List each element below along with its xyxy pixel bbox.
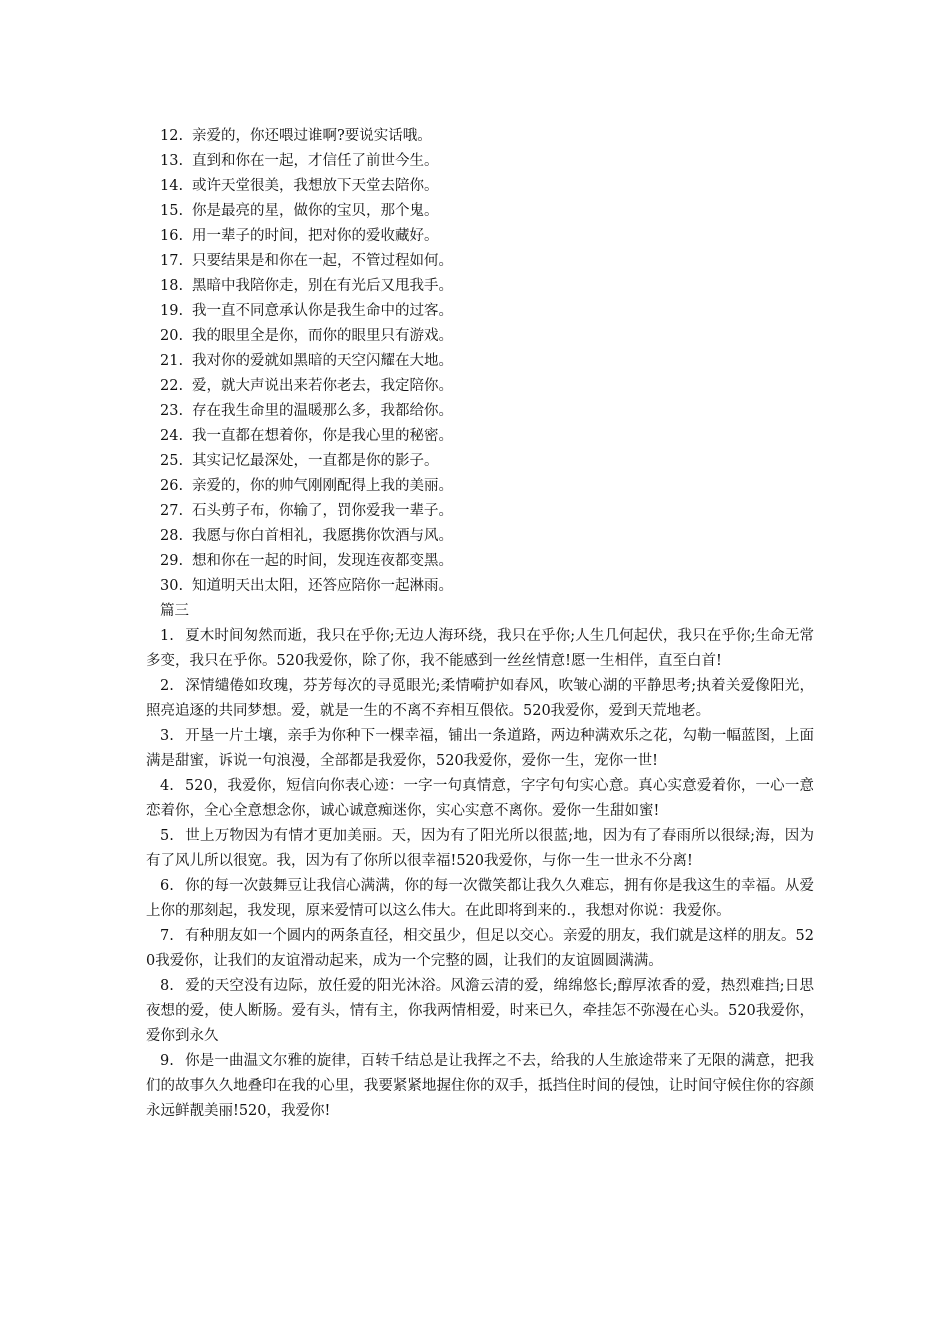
item-number: 23. — [160, 403, 184, 419]
list-item — [146, 324, 814, 349]
item-text: 知道明天出太阳，还答应陪你一起淋雨。 — [192, 578, 453, 594]
paragraph-list — [146, 624, 814, 1124]
item-number: 30. — [160, 578, 184, 594]
item-number: 16. — [160, 228, 184, 244]
paragraph-text: 爱的天空没有边际，放任爱的阳光沐浴。风澹云清的爱，绵绵悠长;醇厚浓香的爱，热烈难挡;日思夜想的爱，使人断肠。爱有头，情有主，你我两情相爱，时来已久，牵挂怎不弥漫在心头。520我爱你，爱你到永久 — [146, 978, 814, 1044]
paragraph-text: 世上万物因为有情才更加美丽。天，因为有了阳光所以很蓝;地，因为有了春雨所以很绿;海，因为有了风儿所以很宽。我，因为有了你所以很幸福!520我爱你，与你一生一世永不分离! — [146, 828, 814, 869]
item-text: 我愿与你白首相礼，我愿携你饮酒与风。 — [192, 528, 453, 544]
paragraph — [146, 774, 814, 824]
list-item — [146, 299, 814, 324]
list-item — [146, 474, 814, 499]
item-text: 只要结果是和你在一起，不管过程如何。 — [192, 253, 453, 269]
item-text: 我一直都在想着你，你是我心里的秘密。 — [192, 428, 453, 444]
item-number: 13. — [160, 153, 184, 169]
item-text: 爱，就大声说出来若你老去，我定陪你。 — [192, 378, 453, 394]
item-text: 存在我生命里的温暖那么多，我都给你。 — [192, 403, 453, 419]
paragraph-text: 520，我爱你，短信向你表心迹：一字一句真情意，字字句句实心意。真心实意爱着你，一心一意恋着你，全心全意想念你，诚心诚意痴迷你，实心实意不离你。爱你一生甜如蜜! — [146, 778, 814, 819]
paragraph-number: 5. — [160, 828, 174, 844]
item-number: 26. — [160, 478, 184, 494]
paragraph-number: 9. — [160, 1053, 174, 1069]
list-item — [146, 149, 814, 174]
item-number: 15. — [160, 203, 184, 219]
paragraph-number: 2. — [160, 678, 174, 694]
item-text: 我的眼里全是你，而你的眼里只有游戏。 — [192, 328, 453, 344]
paragraph-text: 深情缱倦如玫瑰，芬芳每次的寻觅眼光;柔情嗬护如春风，吹皱心湖的平静思考;执着关爱像阳光，照亮追逐的共同梦想。爱，就是一生的不离不弃相互偎依。520我爱你，爱到天荒地老。 — [146, 678, 814, 719]
paragraph — [146, 974, 814, 1049]
list-item — [146, 524, 814, 549]
paragraph — [146, 674, 814, 724]
list-item — [146, 374, 814, 399]
paragraph-number: 3. — [160, 728, 174, 744]
item-number: 25. — [160, 453, 184, 469]
item-number: 27. — [160, 503, 184, 519]
document-page — [146, 124, 814, 1124]
section-title: 篇三 — [160, 603, 189, 619]
list-item — [146, 449, 814, 474]
item-number: 24. — [160, 428, 184, 444]
paragraph-text: 有种朋友如一个圆内的两条直径，相交虽少，但足以交心。亲爱的朋友，我们就是这样的朋友。520我爱你，让我们的友谊滑动起来，成为一个完整的圆，让我们的友谊圆圆满满。 — [146, 928, 814, 969]
item-number: 12. — [160, 128, 184, 144]
list-item — [146, 124, 814, 149]
item-text: 亲爱的，你的帅气刚刚配得上我的美丽。 — [192, 478, 453, 494]
paragraph — [146, 874, 814, 924]
item-text: 你是最亮的星，做你的宝贝，那个鬼。 — [192, 203, 439, 219]
paragraph-text: 开垦一片土壤，亲手为你种下一棵幸福，铺出一条道路，两边种满欢乐之花，勾勒一幅蓝图，上面满是甜蜜，诉说一句浪漫，全部都是我爱你，520我爱你，爱你一生，宠你一世! — [146, 728, 814, 769]
list-item — [146, 224, 814, 249]
item-number: 28. — [160, 528, 184, 544]
item-number: 19. — [160, 303, 184, 319]
item-number: 20. — [160, 328, 184, 344]
item-number: 17. — [160, 253, 184, 269]
item-number: 22. — [160, 378, 184, 394]
paragraph-number: 1. — [160, 628, 174, 644]
item-text: 想和你在一起的时间，发现连夜都变黑。 — [192, 553, 453, 569]
list-item — [146, 499, 814, 524]
item-text: 黑暗中我陪你走，别在有光后又甩我手。 — [192, 278, 453, 294]
paragraph-number: 8. — [160, 978, 174, 994]
item-number: 21. — [160, 353, 184, 369]
item-number: 18. — [160, 278, 184, 294]
item-text: 直到和你在一起，才信任了前世今生。 — [192, 153, 439, 169]
item-text: 亲爱的，你还喂过谁啊?要说实话哦。 — [192, 128, 432, 144]
list-item — [146, 424, 814, 449]
paragraph-text: 你是一曲温文尔雅的旋律，百转千结总是让我挥之不去，给我的人生旅途带来了无限的满意，把我们的故事久久地叠印在我的心里，我要紧紧地握住你的双手，抵挡住时间的侵蚀，让时间守候住你的容颜永远鲜靓美丽!520，我爱你! — [146, 1053, 814, 1119]
list-item — [146, 199, 814, 224]
item-text: 用一辈子的时间，把对你的爱收藏好。 — [192, 228, 439, 244]
paragraph — [146, 824, 814, 874]
item-text: 石头剪子布，你输了，罚你爱我一辈子。 — [192, 503, 453, 519]
item-number: 14. — [160, 178, 184, 194]
paragraph-number: 4. — [160, 778, 174, 794]
list-item — [146, 274, 814, 299]
item-text: 我对你的爱就如黑暗的天空闪耀在大地。 — [192, 353, 453, 369]
paragraph — [146, 624, 814, 674]
paragraph-text: 你的每一次鼓舞豆让我信心满满，你的每一次微笑都让我久久难忘，拥有你是我这生的幸福。从爱上你的那刻起，我发现，原来爱情可以这么伟大。在此即将到来的.，我想对你说：我爱你。 — [146, 878, 814, 919]
item-text: 或许天堂很美，我想放下天堂去陪你。 — [192, 178, 439, 194]
paragraph — [146, 1049, 814, 1124]
short-list — [146, 124, 814, 599]
paragraph — [146, 724, 814, 774]
list-item — [146, 549, 814, 574]
item-number: 29. — [160, 553, 184, 569]
paragraph — [146, 924, 814, 974]
paragraph-number: 7. — [160, 928, 174, 944]
item-text: 其实记忆最深处，一直都是你的影子。 — [192, 453, 439, 469]
paragraph-text: 夏木时间匆然而逝，我只在乎你;无边人海环绕，我只在乎你;人生几何起伏，我只在乎你;生命无常多变，我只在乎你。520我爱你，除了你，我不能感到一丝丝情意!愿一生相伴，直至白首! — [146, 628, 814, 669]
paragraph-number: 6. — [160, 878, 174, 894]
list-item — [146, 349, 814, 374]
list-item — [146, 399, 814, 424]
list-item — [146, 174, 814, 199]
item-text: 我一直不同意承认你是我生命中的过客。 — [192, 303, 453, 319]
list-item — [146, 574, 814, 599]
list-item — [146, 249, 814, 274]
